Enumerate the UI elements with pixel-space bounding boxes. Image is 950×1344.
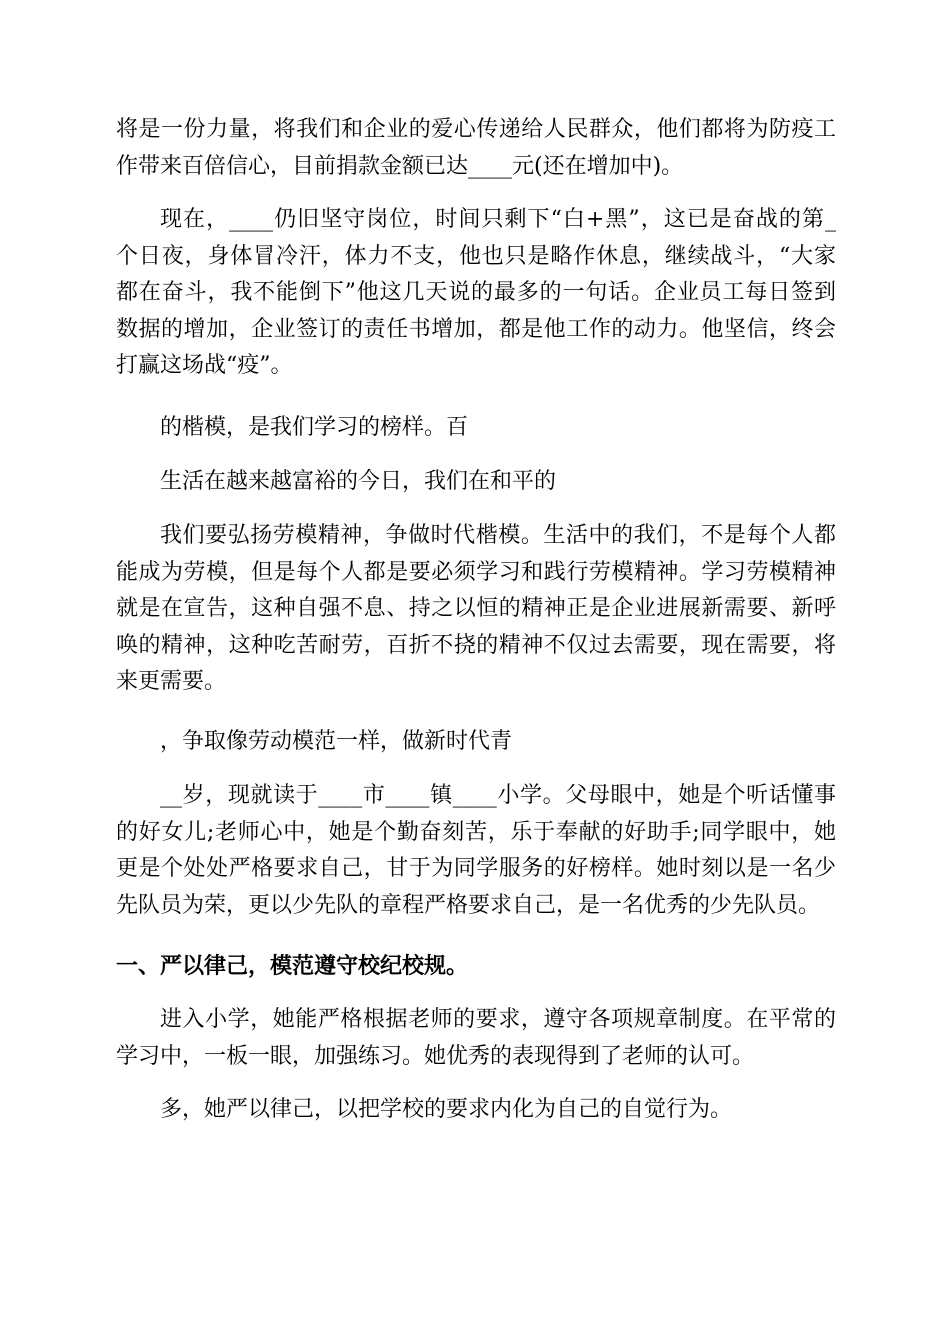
text-line: 的楷模，是我们学习的榜样。百 (160, 415, 469, 440)
section-heading (116, 948, 836, 985)
text-line: 生活在越来越富裕的今日，我们在和平的 (160, 469, 557, 494)
paragraph-new-era (116, 724, 836, 761)
paragraph-peaceful-life (116, 464, 836, 501)
text-line: 来更需要。 (116, 669, 227, 694)
text-line: 我们要弘扬劳模精神，争做时代楷模。生活中的我们，不是每个人都 (160, 523, 836, 548)
text-line: ，争取像劳动模范一样，做新时代青 (160, 729, 513, 754)
text-line: 就是在宣告，这种自强不息、持之以恒的精神正是企业进展新需要、新呼 (116, 596, 836, 621)
text-line: 现在，____仍旧坚守岗位，时间只剩下“白+黑”，这已是奋战的第_ (160, 207, 836, 232)
text-line: 进入小学，她能严格根据老师的要求，遵守各项规章制度。在平常的 (160, 1007, 836, 1032)
text-line: 的好女儿;老师心中，她是个勤奋刻苦，乐于奉献的好助手;同学眼中，她 (116, 819, 836, 845)
text-line: 作带来百倍信心，目前捐款金额已达____元(还在增加中)。 (116, 153, 684, 179)
paragraph-model-spirit (116, 518, 836, 701)
paragraph-role-model (116, 410, 836, 447)
paragraph-donation (116, 112, 836, 185)
paragraph-self-discipline (116, 1092, 836, 1129)
text-line: 学习中，一板一眼，加强练习。她优秀的表现得到了老师的认可。 (116, 1043, 755, 1069)
text-line: 先队员为荣，更以少先队的章程严格要求自己，是一名优秀的少先队员。 (116, 892, 821, 918)
text-line: 数据的增加，企业签订的责任书增加，都是他工作的动力。他坚信，终会 (116, 316, 836, 342)
paragraph-school-rules (116, 1002, 836, 1075)
text-line: 更是个处处严格要求自己，甘于为同学服务的好榜样。她时刻以是一名少 (116, 856, 836, 881)
text-line: 能成为劳模，但是每个人都是要必须学习和践行劳模精神。学习劳模精神 (116, 559, 836, 585)
text-line: 打赢这场战“疫”。 (116, 353, 293, 378)
text-line: 多，她严以律己，以把学校的要求内化为自己的自觉行为。 (160, 1097, 733, 1122)
text-line: 唤的精神，这种吃苦耐劳，百折不挠的精神不仅过去需要，现在需要，将 (116, 632, 836, 658)
text-line: 都在奋斗，我不能倒下”他这几天说的最多的一句话。企业员工每日签到 (116, 280, 836, 305)
text-line: 将是一份力量，将我们和企业的爱心传递给人民群众，他们都将为防疫工 (116, 117, 836, 142)
paragraph-student-profile (116, 778, 836, 924)
heading-text: 一、严以律己，模范遵守校纪校规。 (116, 953, 469, 979)
text-line: __岁，现就读于____市____镇____小学。父母眼中，她是个听话懂事 (160, 783, 836, 808)
text-line: 个日夜，身体冒冷汗，体力不支，他也只是略作休息，继续战斗，“大家 (116, 243, 836, 269)
paragraph-on-duty (116, 202, 836, 385)
